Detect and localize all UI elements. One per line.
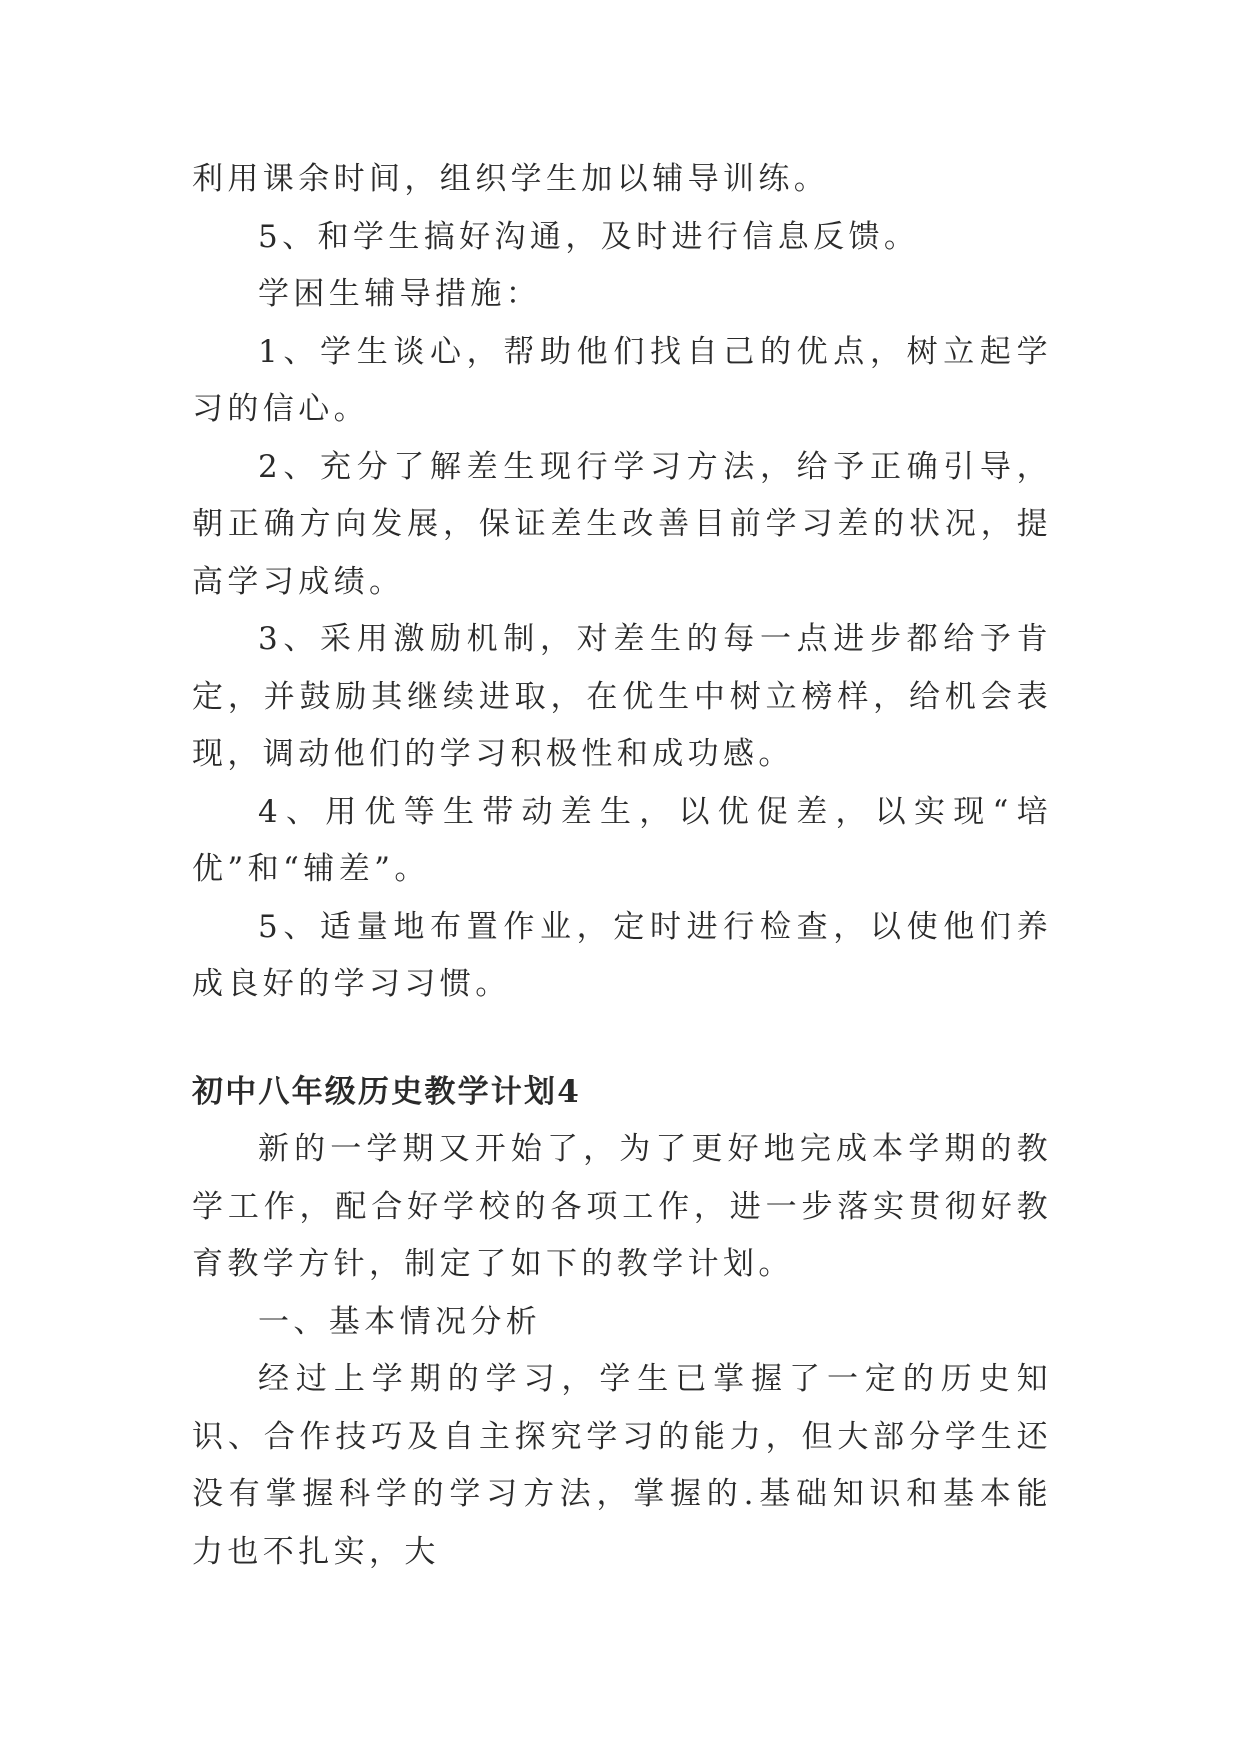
- paragraph: 经过上学期的学习，学生已掌握了一定的历史知识、合作技巧及自主探究学习的能力，但大部分学生还没有掌握科学的学习方法，掌握的.基础知识和基本能力也不扎实，大: [192, 1361, 1052, 1570]
- paragraph: 新的一学期又开始了，为了更好地完成本学期的教学工作，配合好学校的各项工作，进一步落实贯彻好教育教学方针，制定了如下的教学计划。: [192, 1131, 1052, 1282]
- paragraph: 5、适量地布置作业，定时进行检查，以使他们养成良好的学习习惯。: [192, 908, 1052, 1002]
- paragraph: 5、和学生搞好沟通，及时进行信息反馈。: [258, 218, 920, 255]
- paragraph-subheading: 一、基本情况分析: [258, 1303, 542, 1340]
- document-body: [192, 151, 1052, 1581]
- paragraph: 1、学生谈心，帮助他们找自己的优点，树立起学习的信心。: [192, 333, 1052, 427]
- paragraph: 2、充分了解差生现行学习方法，给予正确引导，朝正确方向发展，保证差生改善目前学习差的状况，提高学习成绩。: [192, 448, 1052, 600]
- paragraph: 3、采用激励机制，对差生的每一点进步都给予肯定，并鼓励其继续进取，在优生中树立榜样，给机会表现，调动他们的学习积极性和成功感。: [192, 621, 1052, 772]
- paragraph-subheading: 学困生辅导措施：: [258, 276, 542, 312]
- section-heading: 初中八年级历史教学计划4: [192, 1073, 581, 1110]
- paragraph: 4、用优等生带动差生，以优促差，以实现“培优”和“辅差”。: [192, 793, 1052, 887]
- paragraph: 利用课余时间，组织学生加以辅导训练。: [192, 161, 830, 197]
